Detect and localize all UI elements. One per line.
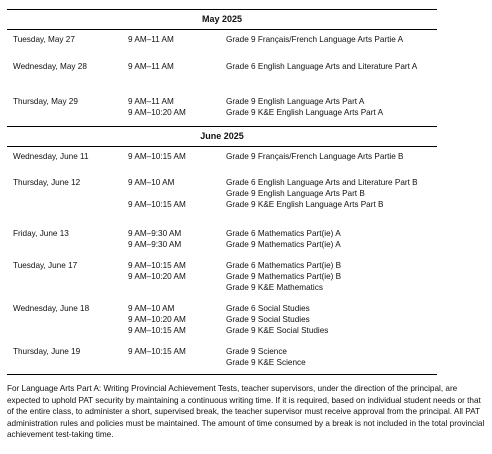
table-row: [7, 61, 437, 96]
table-row: [7, 260, 437, 303]
test-name: Grade 9 K&E Mathematics: [226, 283, 323, 292]
time-slot: 9 AM–10:15 AM: [128, 261, 186, 270]
table-row: [7, 303, 437, 346]
test-name: Grade 9 K&E Science: [226, 358, 306, 367]
time-slot: 9 AM–10:15 AM: [128, 347, 186, 356]
time-slot: 9 AM–10:20 AM: [128, 272, 186, 281]
row-times: [128, 228, 181, 250]
row-tests: [226, 177, 431, 210]
time-slot: 9 AM–9:30 AM: [128, 229, 182, 238]
row-times: [128, 303, 186, 336]
test-name: Grade 9 English Language Arts Part A: [226, 97, 365, 106]
time-slot: 9 AM–10 AM: [128, 304, 175, 313]
table-row: [7, 228, 437, 260]
test-name: Grade 9 Mathematics Part(ie) A: [226, 240, 341, 249]
row-times: [128, 346, 186, 357]
time-slot: 9 AM–10:20 AM: [128, 108, 186, 117]
row-date: Thursday, June 19: [13, 347, 81, 356]
row-tests: [226, 303, 431, 336]
row-times: [128, 177, 186, 210]
test-name: Grade 6 English Language Arts and Literature Part B: [226, 178, 418, 187]
schedule-table: [7, 9, 437, 375]
row-times: [128, 96, 186, 118]
row-date: Tuesday, May 27: [13, 35, 75, 44]
test-name: Grade 9 English Language Arts Part B: [226, 189, 365, 198]
test-name: Grade 6 English Language Arts and Literature Part A: [226, 62, 418, 71]
table-bottom-rule: [7, 374, 437, 375]
row-times: [128, 61, 174, 72]
row-date: Tuesday, June 17: [13, 261, 78, 270]
table-row: [7, 34, 437, 61]
test-name: Grade 6 Social Studies: [226, 304, 310, 313]
test-name: Grade 6 Mathematics Part(ie) A: [226, 229, 341, 238]
row-tests: [226, 151, 431, 162]
footnote: For Language Arts Part A: Writing Provincial Achievement Tests, teacher supervisors, under the direction of the principal, are expected to uphold PAT security by maintaining a continuous writing time. If it is required, based on individual student needs or that of the entire class, to administer a short, supervised break, the teacher supervisor must receive approval from the principal. All PAT administration rules and policies must be maintained. The amount of time consumed by a break is not included in the total provincial achievement test-taking time.: [7, 384, 485, 440]
month-header-june: June 2025: [7, 126, 437, 147]
time-slot: 9 AM–11 AM: [128, 35, 174, 44]
table-row: [7, 177, 437, 228]
table-row: [7, 96, 437, 126]
row-date: Wednesday, May 28: [13, 62, 87, 71]
test-name: Grade 9 K&E English Language Arts Part A: [226, 108, 384, 117]
row-tests: [226, 346, 431, 368]
time-slot: 9 AM–11 AM: [128, 62, 174, 71]
row-times: [128, 260, 186, 282]
test-name: Grade 9 K&E Social Studies: [226, 326, 329, 335]
time-slot: 9 AM–10:15 AM: [128, 200, 186, 209]
row-date: Thursday, May 29: [13, 97, 78, 106]
table-row: [7, 151, 437, 177]
time-slot: 9 AM–11 AM: [128, 97, 174, 106]
row-date: Wednesday, June 18: [13, 304, 90, 313]
month-header-may: May 2025: [7, 9, 437, 30]
time-slot: 9 AM–10:15 AM: [128, 152, 186, 161]
time-slot: 9 AM–10 AM: [128, 178, 175, 187]
row-date: Thursday, June 12: [13, 178, 81, 187]
test-name: Grade 9 Science: [226, 347, 287, 356]
row-tests: [226, 34, 431, 45]
row-times: [128, 151, 186, 162]
row-date: Friday, June 13: [13, 229, 69, 238]
test-name: Grade 9 Français/French Language Arts Partie A: [226, 35, 404, 44]
row-tests: [226, 61, 431, 72]
test-name: Grade 9 Social Studies: [226, 315, 310, 324]
table-row: [7, 346, 437, 374]
test-name: Grade 9 Mathematics Part(ie) B: [226, 272, 342, 281]
row-date: Wednesday, June 11: [13, 152, 89, 161]
row-tests: [226, 260, 431, 293]
row-tests: [226, 228, 431, 250]
row-tests: [226, 96, 431, 118]
test-name: Grade 9 Français/French Language Arts Partie B: [226, 152, 404, 161]
row-times: [128, 34, 174, 45]
time-slot: 9 AM–10:20 AM: [128, 315, 186, 324]
test-name: Grade 9 K&E English Language Arts Part B: [226, 200, 384, 209]
time-slot: 9 AM–9:30 AM: [128, 240, 182, 249]
test-name: Grade 6 Mathematics Part(ie) B: [226, 261, 342, 270]
time-slot: 9 AM–10:15 AM: [128, 326, 186, 335]
